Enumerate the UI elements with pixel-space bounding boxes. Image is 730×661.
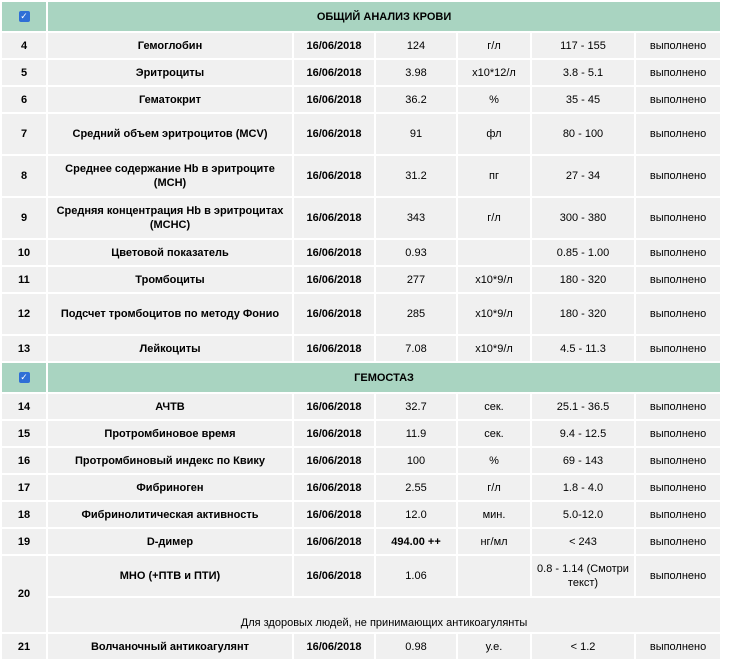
result-date: 16/06/2018 [294, 448, 374, 473]
result-date: 16/06/2018 [294, 156, 374, 196]
result-status: выполнено [636, 267, 720, 292]
section-header [2, 2, 720, 31]
section-checkbox-cell[interactable] [2, 2, 46, 31]
result-status: выполнено [636, 556, 720, 596]
result-unit: г/л [458, 475, 530, 500]
result-row [2, 156, 720, 196]
result-name: D-димер [48, 529, 292, 554]
result-status: выполнено [636, 198, 720, 238]
result-ref: 180 - 320 [532, 267, 634, 292]
result-num: 15 [2, 421, 46, 446]
result-date: 16/06/2018 [294, 33, 374, 58]
result-ref: 0.8 - 1.14 (Смотри текст) [532, 556, 634, 596]
result-date: 16/06/2018 [294, 198, 374, 238]
result-num: 10 [2, 240, 46, 265]
result-value: 285 [376, 294, 456, 334]
result-date: 16/06/2018 [294, 87, 374, 112]
result-date: 16/06/2018 [294, 502, 374, 527]
result-date: 16/06/2018 [294, 267, 374, 292]
result-unit [458, 556, 530, 596]
result-status: выполнено [636, 529, 720, 554]
result-name: Тромбоциты [48, 267, 292, 292]
result-row [2, 421, 720, 446]
section-title: ОБЩИЙ АНАЛИЗ КРОВИ [48, 2, 720, 31]
result-num: 16 [2, 448, 46, 473]
result-value: 1.06 [376, 556, 456, 596]
result-ref: < 1.2 [532, 634, 634, 659]
result-num: 5 [2, 60, 46, 85]
result-row [2, 634, 720, 659]
result-value: 494.00 ++ [376, 529, 456, 554]
result-date: 16/06/2018 [294, 394, 374, 419]
result-value: 0.98 [376, 634, 456, 659]
result-unit: мин. [458, 502, 530, 527]
result-row [2, 87, 720, 112]
result-num: 4 [2, 33, 46, 58]
result-row [2, 336, 720, 361]
result-name: АЧТВ [48, 394, 292, 419]
result-ref: 5.0-12.0 [532, 502, 634, 527]
result-name: Гематокрит [48, 87, 292, 112]
result-value: 343 [376, 198, 456, 238]
result-ref: 27 - 34 [532, 156, 634, 196]
result-value: 100 [376, 448, 456, 473]
result-value: 91 [376, 114, 456, 154]
result-name: Среднее содержание Hb в эритроците (MCH) [48, 156, 292, 196]
result-row [2, 475, 720, 500]
result-row [2, 33, 720, 58]
result-date: 16/06/2018 [294, 114, 374, 154]
result-ref: 25.1 - 36.5 [532, 394, 634, 419]
result-ref: 0.85 - 1.00 [532, 240, 634, 265]
result-name: Подсчет тромбоцитов по методу Фонио [48, 294, 292, 334]
result-note-row [2, 598, 720, 632]
result-unit [458, 240, 530, 265]
result-date: 16/06/2018 [294, 240, 374, 265]
result-num: 11 [2, 267, 46, 292]
result-unit: x10*9/л [458, 336, 530, 361]
result-status: выполнено [636, 502, 720, 527]
result-value: 11.9 [376, 421, 456, 446]
result-row [2, 394, 720, 419]
result-num: 20 [2, 556, 46, 632]
section-checkbox[interactable]: ✓ [20, 372, 28, 383]
result-status: выполнено [636, 60, 720, 85]
result-unit: г/л [458, 198, 530, 238]
result-ref: 117 - 155 [532, 33, 634, 58]
result-ref: 300 - 380 [532, 198, 634, 238]
result-status: выполнено [636, 87, 720, 112]
result-ref: 180 - 320 [532, 294, 634, 334]
result-unit: фл [458, 114, 530, 154]
result-ref: < 243 [532, 529, 634, 554]
section-header [2, 363, 720, 392]
result-num: 21 [2, 634, 46, 659]
result-num: 6 [2, 87, 46, 112]
result-value: 7.08 [376, 336, 456, 361]
section-checkbox[interactable]: ✓ [20, 11, 28, 22]
result-row [2, 198, 720, 238]
result-status: выполнено [636, 634, 720, 659]
result-name: Цветовой показатель [48, 240, 292, 265]
result-status: выполнено [636, 156, 720, 196]
result-value: 0.93 [376, 240, 456, 265]
result-row [2, 502, 720, 527]
result-value: 124 [376, 33, 456, 58]
result-row [2, 294, 720, 334]
result-name: Средний объем эритроцитов (MCV) [48, 114, 292, 154]
result-date: 16/06/2018 [294, 556, 374, 596]
result-date: 16/06/2018 [294, 634, 374, 659]
result-unit: % [458, 448, 530, 473]
result-num: 18 [2, 502, 46, 527]
result-unit: у.е. [458, 634, 530, 659]
result-note: Для здоровых людей, не принимающих антикоагулянты [48, 598, 720, 632]
result-ref: 4.5 - 11.3 [532, 336, 634, 361]
result-ref: 9.4 - 12.5 [532, 421, 634, 446]
result-unit: x10*9/л [458, 294, 530, 334]
result-name: Эритроциты [48, 60, 292, 85]
result-unit: пг [458, 156, 530, 196]
result-status: выполнено [636, 336, 720, 361]
result-status: выполнено [636, 114, 720, 154]
result-row [2, 114, 720, 154]
result-num: 9 [2, 198, 46, 238]
result-value: 12.0 [376, 502, 456, 527]
result-unit: нг/мл [458, 529, 530, 554]
result-status: выполнено [636, 33, 720, 58]
section-checkbox-cell[interactable] [2, 363, 46, 392]
result-num: 17 [2, 475, 46, 500]
result-row [2, 556, 720, 596]
result-row [2, 60, 720, 85]
result-num: 14 [2, 394, 46, 419]
result-unit: x10*9/л [458, 267, 530, 292]
result-name: Фибриноген [48, 475, 292, 500]
result-name: Лейкоциты [48, 336, 292, 361]
result-date: 16/06/2018 [294, 60, 374, 85]
result-num: 7 [2, 114, 46, 154]
result-date: 16/06/2018 [294, 294, 374, 334]
result-unit: г/л [458, 33, 530, 58]
result-num: 19 [2, 529, 46, 554]
result-row [2, 448, 720, 473]
result-value: 32.7 [376, 394, 456, 419]
result-status: выполнено [636, 475, 720, 500]
result-name: Гемоглобин [48, 33, 292, 58]
result-row [2, 529, 720, 554]
result-name: МНО (+ПТВ и ПТИ) [48, 556, 292, 596]
result-date: 16/06/2018 [294, 421, 374, 446]
result-row [2, 240, 720, 265]
result-status: выполнено [636, 294, 720, 334]
result-ref: 35 - 45 [532, 87, 634, 112]
result-num: 12 [2, 294, 46, 334]
result-value: 31.2 [376, 156, 456, 196]
result-num: 8 [2, 156, 46, 196]
result-ref: 80 - 100 [532, 114, 634, 154]
result-num: 13 [2, 336, 46, 361]
result-status: выполнено [636, 240, 720, 265]
result-value: 36.2 [376, 87, 456, 112]
result-unit: % [458, 87, 530, 112]
result-ref: 69 - 143 [532, 448, 634, 473]
result-unit: сек. [458, 394, 530, 419]
result-name: Средняя концентрация Hb в эритроцитах (MCHC) [48, 198, 292, 238]
result-ref: 3.8 - 5.1 [532, 60, 634, 85]
result-name: Протромбиновое время [48, 421, 292, 446]
result-status: выполнено [636, 394, 720, 419]
result-name: Волчаночный антикоагулянт [48, 634, 292, 659]
result-unit: x10*12/л [458, 60, 530, 85]
result-value: 2.55 [376, 475, 456, 500]
result-name: Протромбиновый индекс по Квику [48, 448, 292, 473]
result-date: 16/06/2018 [294, 475, 374, 500]
result-name: Фибринолитическая активность [48, 502, 292, 527]
result-date: 16/06/2018 [294, 336, 374, 361]
result-status: выполнено [636, 448, 720, 473]
result-unit: сек. [458, 421, 530, 446]
result-date: 16/06/2018 [294, 529, 374, 554]
result-value: 3.98 [376, 60, 456, 85]
result-ref: 1.8 - 4.0 [532, 475, 634, 500]
section-title: ГЕМОСТАЗ [48, 363, 720, 392]
result-status: выполнено [636, 421, 720, 446]
result-value: 277 [376, 267, 456, 292]
result-row [2, 267, 720, 292]
